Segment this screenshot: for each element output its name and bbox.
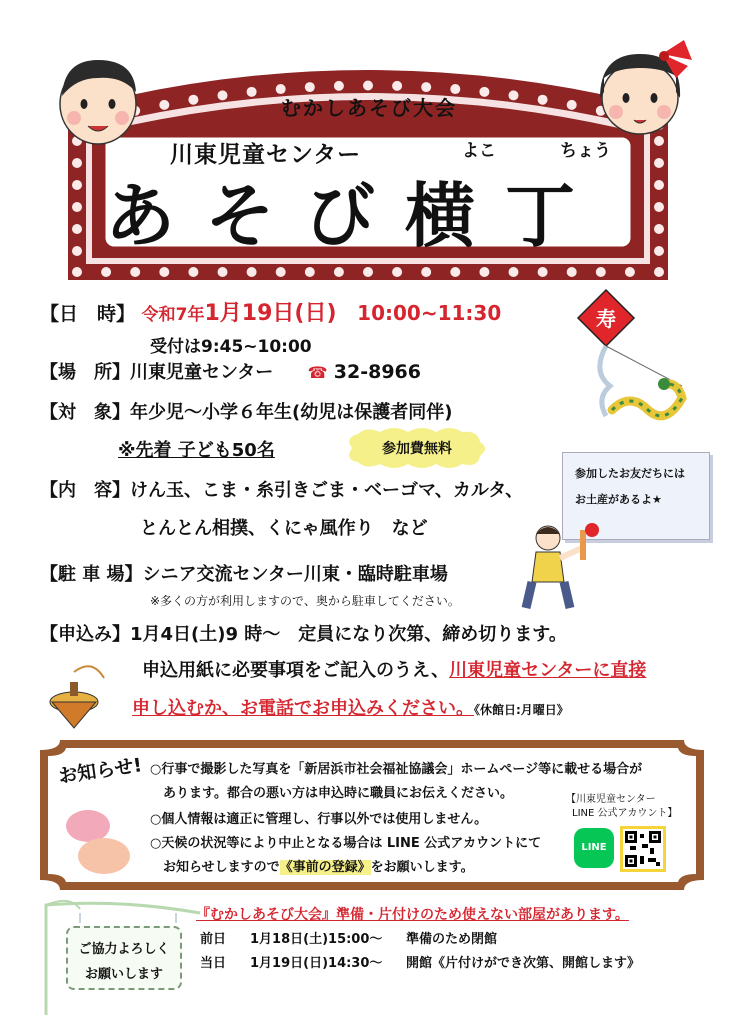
marquee-bulb — [363, 81, 373, 91]
marquee-bulb — [334, 267, 344, 277]
marquee-bulb — [72, 202, 82, 212]
marquee-bulb — [625, 267, 635, 277]
marquee-bulb — [159, 267, 169, 277]
place-value: 川東児童センター — [130, 362, 274, 383]
marquee-bulb — [421, 82, 431, 92]
sign-line1: ご協力よろしく — [78, 942, 170, 957]
datetime-time: 10:00~11:30 — [357, 301, 502, 325]
manju-illustration — [62, 806, 138, 878]
target-value: 年少児～小学６年生(幼児は保護者同伴) — [130, 402, 453, 423]
notice-item-1: ○行事で撮影した写真を「新居浜市社会福祉協議会」ホームページ等に載せる場合が — [150, 762, 643, 777]
ruby-chou: ちょう — [560, 141, 611, 161]
marquee-bulb — [509, 267, 519, 277]
apply-row — [40, 620, 567, 646]
marquee-bulb — [596, 267, 606, 277]
marquee-bulb — [479, 267, 489, 277]
kite-character: 寿 — [596, 307, 616, 331]
marquee-bulb — [654, 267, 664, 277]
fee-badge: 参加費無料 — [382, 441, 452, 457]
sign-line2: お願いします — [84, 967, 163, 982]
marquee-bulb — [276, 267, 286, 277]
venue-name: 川東児童センター — [170, 142, 362, 168]
marquee-bulb — [567, 267, 577, 277]
notice-item-2: ○個人情報は適正に管理し、行事以外では使用しません。 — [150, 812, 488, 827]
content-label: 【内 容】 — [40, 480, 130, 501]
datetime-label: 【日 時】 — [40, 303, 136, 325]
parking-label: 【駐 車 場】 — [40, 564, 143, 585]
target-row — [40, 398, 452, 424]
parking-note: ※多くの方が利用しますので、奥から駐車してください。 — [150, 594, 460, 608]
phone-icon: ☎ — [307, 363, 328, 382]
marquee-bulb — [392, 81, 402, 91]
spinning-top-illustration — [44, 658, 110, 730]
phone-number: 32-8966 — [333, 361, 421, 383]
pre-registration-highlight: 《事前の登録》 — [279, 860, 371, 875]
reception-time: 受付は9:45~10:00 — [150, 337, 312, 357]
marquee-bulb — [305, 82, 315, 92]
closed-day-note: 《休館日:月曜日》 — [474, 703, 569, 717]
capacity-note: ※先着 子ども50名 — [118, 440, 275, 461]
datetime-date: 1月19日(日) — [204, 301, 337, 326]
main-title: あそび横丁 — [105, 174, 605, 257]
notice-item-3b — [150, 856, 474, 875]
event-name: むかしあそび大会 — [281, 96, 457, 120]
line-label-1: 【川東児童センター — [566, 794, 656, 805]
marquee-bulb — [101, 267, 111, 277]
apply-notice-red2: 申し込むか、お電話でお申込みください。 — [132, 698, 474, 719]
closure-day-1: 前日 — [200, 932, 227, 947]
marquee-bulb — [450, 267, 460, 277]
marquee-bulb — [538, 267, 548, 277]
closure-time-2: 1月19日(日)14:30～ — [250, 956, 383, 971]
notice-item-3b-text: お知らせしますので — [150, 860, 280, 875]
marquee-bulb — [218, 267, 228, 277]
apply-notice-line1 — [142, 656, 646, 682]
marquee-bulb — [72, 267, 82, 277]
line-logo[interactable]: LINE — [574, 828, 614, 868]
kendama-boy-illustration — [512, 518, 602, 616]
qr-code[interactable] — [620, 826, 666, 872]
closure-row-1 — [200, 928, 497, 947]
closure-row-2 — [200, 952, 640, 971]
closure-day-2: 当日 — [200, 956, 227, 971]
apply-notice-line2 — [132, 694, 569, 720]
request-sign — [66, 926, 182, 990]
notice-item-3: ○天候の状況等により中止となる場合は LINE 公式アカウントにて — [150, 836, 542, 851]
content-line2: とんとん相撲、くにゃ風作り など — [140, 518, 428, 539]
marquee-bulb — [72, 224, 82, 234]
closure-desc-1: 準備のため閉館 — [406, 932, 498, 947]
marquee-bulb — [392, 267, 402, 277]
parking-row — [40, 560, 448, 586]
marquee-bulb — [421, 267, 431, 277]
line-label-2: LINE 公式アカウント】 — [572, 808, 678, 819]
oshirase-badge: お知らせ! — [57, 754, 144, 788]
marquee-bulb — [188, 267, 198, 277]
closure-headline: 『むかしあそび大会』準備・片付けのため使えない部屋があります。 — [196, 907, 629, 923]
marquee-bulb — [654, 136, 664, 146]
marquee-bulb — [363, 267, 373, 277]
marquee-bulb — [72, 180, 82, 190]
parking-value: シニア交流センター川東・臨時駐車場 — [142, 564, 448, 585]
content-row — [40, 476, 523, 502]
marquee-bulb — [305, 267, 315, 277]
target-label: 【対 象】 — [40, 402, 130, 423]
content-line1: けん玉、こま・糸引きごま・ベーゴマ、カルタ、 — [130, 480, 524, 501]
apply-notice-plain: 申込用紙に必要事項をご記入のうえ、 — [142, 660, 450, 681]
gift-note-line2: お土産があるよ★ — [575, 493, 662, 506]
marquee-bulb — [334, 81, 344, 91]
gift-note-line1: 参加したお友だちには — [575, 467, 685, 480]
place-row — [40, 358, 421, 384]
ruby-yoko: よこ — [462, 141, 496, 161]
marquee-bulb — [247, 267, 257, 277]
place-label: 【場 所】 — [40, 362, 130, 383]
apply-label: 【申込み】 — [40, 624, 130, 645]
closure-desc-2: 開館《片付けができ次第、開館します》 — [406, 956, 641, 971]
notice-item-1b: あります。都合の悪い方は申込時に職員にお伝えください。 — [150, 786, 513, 801]
apply-notice-red1: 川東児童センターに直接 — [449, 660, 647, 681]
apply-value: 1月4日(土)9 時～ 定員になり次第、締め切ります。 — [130, 624, 567, 645]
marquee-bulb — [72, 246, 82, 256]
closure-time-1: 1月18日(土)15:00～ — [250, 932, 383, 947]
marquee-bulb — [130, 267, 140, 277]
datetime-era: 令和7年 — [141, 305, 205, 325]
notice-item-tail: をお願いします。 — [370, 860, 474, 875]
datetime-row — [40, 296, 501, 327]
marquee-bulb — [72, 158, 82, 168]
